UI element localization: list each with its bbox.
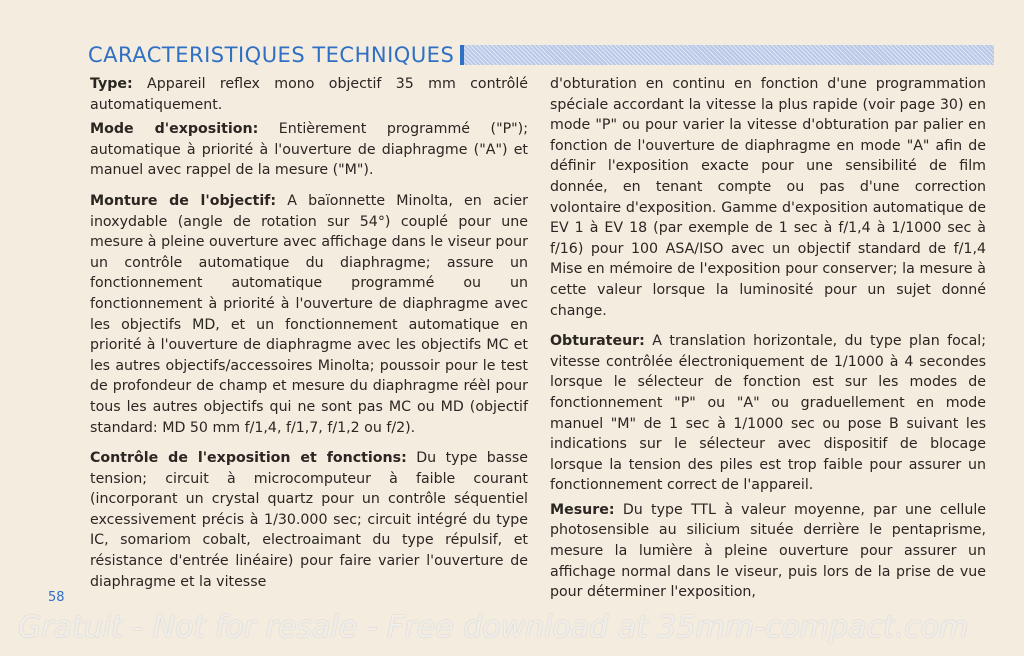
spec-term: Obturateur:: [550, 333, 645, 350]
spec-paragraph-continued: [550, 74, 986, 321]
spec-text: d'obturation en continu en fonction d'une programmation spéciale accordant la vitesse la plus rapide (voir page 30) en mode "P" ou pour varier la vitesse d'obturation par palier en fonction de l'ouverture de diaphragme en mode "A" afin de définir l'exposition exacte pour une sensibilité de film donnée, en tenant compte ou pas d'une correction volontaire d'exposition. Gamme d'exposition automatique de EV 1 à EV 18 (par exemple de 1 sec à f/1,4 à 1/1000 sec à f/16) pour 100 ASA/ISO avec un objectif standard de f/1,4 Mise en mémoire de l'exposition pour conserver; la mesure à cette valeur lorsque la luminosité pour un sujet donné change.: [550, 76, 986, 319]
spec-text: Appareil reflex mono objectif 35 mm contrôlé automatiquement.: [90, 76, 528, 113]
spec-paragraph-exposure-mode: [90, 119, 528, 181]
spec-paragraph-exposure-control: [90, 448, 528, 592]
spec-term: Monture de l'objectif:: [90, 192, 277, 209]
spec-term: Contrôle de l'exposition et fonctions:: [90, 450, 407, 467]
title-band: [460, 45, 994, 65]
spec-text: A translation horizontale, du type plan focal; vitesse contrôlée électroniquement de 1/1000 à 4 secondes lorsque le sélecteur de fonction est sur les modes de fonctionnement "P" ou "A" ou graduellement en mode manuel "M" de 1 sec à 1/1000 sec ou pose B suivant les indications sur le sélecteur avec dispositif de blocage lorsque la tension des piles est trop faible pour assurer un fonctionnement correct de l'appareil.: [550, 333, 986, 494]
spec-text: Entièrement programmé ("P"); automatique à priorité à l'ouverture de diaphragme ("A") et manuel avec rappel de la mesure ("M").: [90, 121, 528, 179]
spec-paragraph-metering: [550, 500, 986, 603]
spec-term: Type:: [90, 76, 133, 92]
watermark: Gratuit - Not for resale - Free download at 35mm-compact.com: [18, 610, 969, 645]
spec-text: A baïonnette Minolta, en acier inoxydable (angle de rotation sur 54°) couplé pour une mesure à pleine ouverture avec affichage dans le viseur pour un contrôle automatique du diaphragme; assure un fonctionnement automatique programmé ou un fonctionnement à priorité à l'ouverture de diaphragme avec les objectifs MD, et un fonctionnement automatique en priorité à l'ouverture de diaphragme avec les objectifs MC et les autres objectifs/accessoires Minolta; poussoir pour le test de profondeur de champ et mesure du diaphragme réèl pour tous les autres objectifs qui ne sont pas MC ou MD (objectif standard: MD 50 mm f/1,4, f/1,7, f/1,2 ou f/2).: [90, 192, 528, 436]
spec-paragraph-shutter: [550, 331, 986, 496]
spec-term: Mesure:: [550, 501, 615, 518]
page-title: CARACTERISTIQUES TECHNIQUES: [88, 43, 455, 67]
page-number: 58: [48, 590, 65, 605]
left-column: [90, 74, 528, 596]
spec-term: Mode d'exposition:: [90, 121, 259, 138]
spec-paragraph-type: [90, 74, 528, 115]
section-header: [88, 42, 994, 68]
spec-paragraph-lens-mount: [90, 191, 528, 438]
spec-text: Du type basse tension; circuit à microcomputeur à faible courant (incorporant un crystal quartz pour un contrôle séquentiel excessivement précis à 1/30.000 sec; circuit intégré du type IC, somariom cobalt, electroaimant du type répulsif, et résistance d'entrée linéaire) pour faire varier l'ouverture de diaphragme et la vitesse: [90, 450, 528, 590]
right-column: [550, 74, 986, 607]
spec-text: Du type TTL à valeur moyenne, par une cellule photosensible au silicium située derrière le pentaprisme, mesure la lumière à pleine ouverture pour assurer un affichage normal dans le viseur, puis lors de la prise de vue pour déterminer l'exposition,: [550, 501, 986, 601]
